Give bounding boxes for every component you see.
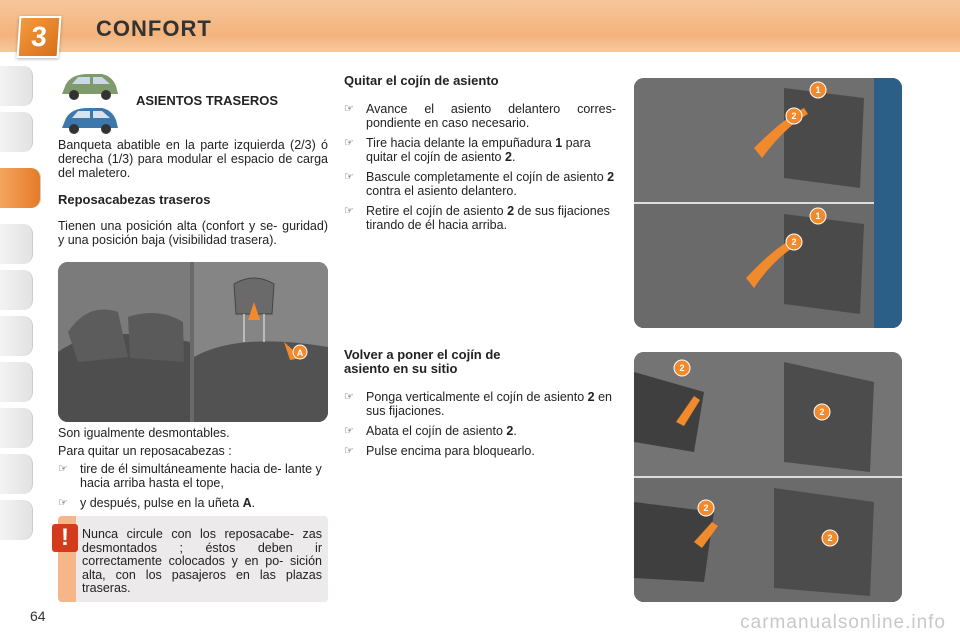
- headrest-heading: Reposacabezas traseros: [58, 192, 211, 207]
- hand-pointer-icon: ☞: [58, 463, 68, 475]
- list-item: ☞ Retire el cojín de asiento 2 de sus fijaciones tirando de él hacia arriba.: [344, 204, 610, 232]
- chapter-tab[interactable]: [0, 224, 33, 264]
- list-item: ☞ Abata el cojín de asiento 2.: [344, 424, 517, 438]
- hand-pointer-icon: ☞: [344, 103, 354, 115]
- cushion-removal-photo: [634, 78, 902, 328]
- list-item: ☞ Pulse encima para bloquearlo.: [344, 444, 535, 458]
- cushion-refit-photo: [634, 352, 902, 602]
- photo-label-2: 2: [703, 503, 709, 513]
- chapter-tab[interactable]: [0, 454, 33, 494]
- section-title: ASIENTOS TRASEROS: [136, 93, 279, 108]
- removable-line: Son igualmente desmontables.: [58, 426, 230, 440]
- remove-intro: Para quitar un reposacabezas :: [58, 444, 232, 458]
- chapter-title: CONFORT: [96, 16, 212, 41]
- headrest-photo: [58, 262, 328, 422]
- remove-cushion-heading: Quitar el cojín de asiento: [344, 73, 499, 88]
- photo-label-1: 1: [815, 85, 821, 95]
- warning-text: Nunca circule con los reposacabe- zas desmontados ; éstos deben ir correctamente colocados y en po- sición alta, con los pasajeros en las plazas traseras.: [82, 527, 322, 595]
- chapter-number-badge: 3: [17, 16, 62, 58]
- hand-pointer-icon: ☞: [344, 137, 354, 149]
- hand-pointer-icon: ☞: [344, 171, 354, 183]
- refit-heading-line2: asiento en su sitio: [344, 361, 458, 376]
- refit-section: [344, 348, 616, 464]
- chapter-tab[interactable]: [0, 500, 33, 540]
- photo-label-2: 2: [791, 111, 797, 121]
- chapter-tab[interactable]: [0, 66, 33, 106]
- list-item: ☞ Avance el asiento delantero corres- pondiente en caso necesario.: [344, 102, 616, 130]
- refit-heading-line1: Volver a poner el cojín de: [344, 347, 501, 362]
- remove-headrest-text: [58, 426, 328, 516]
- header-divider: [0, 52, 960, 58]
- chapter-tab[interactable]: [0, 270, 33, 310]
- photo-label-1: 1: [815, 211, 821, 221]
- hand-pointer-icon: ☞: [344, 391, 354, 403]
- photo-label-2: 2: [679, 363, 685, 373]
- chapter-tab[interactable]: [0, 112, 33, 152]
- warning-icon: !: [52, 524, 78, 552]
- photo-label-2: 2: [819, 407, 825, 417]
- photo-label-A: A: [296, 348, 304, 358]
- list-item: ☞ tire de él simultáneamente hacia de- lante y hacia arriba hasta el tope,: [58, 462, 322, 490]
- list-item: ☞ Ponga verticalmente el cojín de asiento 2 en sus fijaciones.: [344, 390, 613, 418]
- left-column-text: [58, 138, 328, 247]
- chapter-tab[interactable]: [0, 362, 33, 402]
- page-number: 64: [30, 608, 46, 624]
- intro-paragraph: Banqueta abatible en la parte izquierda (2/3) ó derecha (1/3) para modular el espacio de carga del maletero.: [58, 138, 328, 180]
- hand-pointer-icon: ☞: [344, 425, 354, 437]
- chapter-tab[interactable]: [0, 408, 33, 448]
- photo-label-2: 2: [827, 533, 833, 543]
- chapter-tabs: [0, 66, 34, 576]
- footer-watermark: carmanualsonline.info: [740, 612, 946, 633]
- chapter-tab-active[interactable]: [0, 168, 41, 208]
- list-item: ☞ Tire hacia delante la empuñadura 1 para quitar el cojín de asiento 2.: [344, 136, 591, 164]
- middle-column: [344, 74, 616, 238]
- photo-label-2: 2: [791, 237, 797, 247]
- blue-car-icon: [62, 108, 118, 134]
- hand-pointer-icon: ☞: [58, 497, 68, 509]
- headrest-paragraph: Tienen una posición alta (confort y se- guridad) y una posición baja (visibilidad trasera).: [58, 219, 328, 247]
- green-car-icon: [62, 74, 118, 100]
- hand-pointer-icon: ☞: [344, 205, 354, 217]
- hand-pointer-icon: ☞: [344, 445, 354, 457]
- list-item: ☞ y después, pulse en la uñeta A.: [58, 496, 256, 510]
- car-icons: [58, 66, 122, 136]
- list-item: ☞ Bascule completamente el cojín de asiento 2 contra el asiento delantero.: [344, 170, 615, 198]
- chapter-tab[interactable]: [0, 316, 33, 356]
